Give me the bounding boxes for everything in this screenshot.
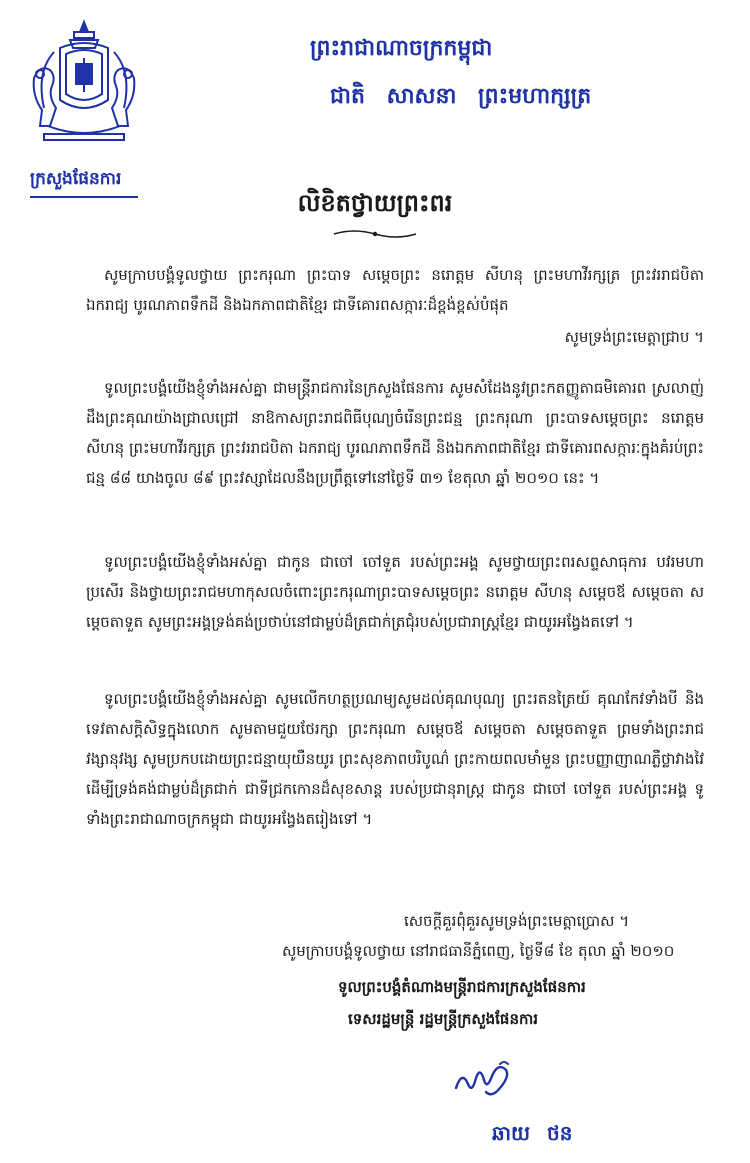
paragraph-salutation-tail: សូមទ្រង់ព្រះមេត្តាជ្រាប ។ (564, 328, 704, 346)
signatory-title: ទេសរដ្ឋមន្ត្រី រដ្ឋមន្ត្រីក្រសួងផែនការ (348, 1010, 539, 1028)
paragraph-salutation: សូមក្រាបបង្គំទូលថ្វាយ ព្រះករុណា ព្រះបាទ សម្តេចព្រះ នរោត្តម សីហនុ ព្រះមហាវីរក្សត្រ ព្រះវររាជបិតា ឯករាជ្យ បូរណភាពទឹកដី និងឯកភាពជាតិខ្មែរ ជាទីគោរពសក្ការៈដ៏ខ្ពង់ខ្ពស់បំផុត (86, 266, 704, 314)
handwritten-signature (452, 1058, 522, 1104)
closing-place-date: សូមក្រាបបង្គំទូលថ្វាយ នៅរាជធានីភ្នំពេញ, ថ្ងៃទី៨ ខែ តុលា ឆ្នាំ ២០១០ (282, 942, 675, 960)
paragraph-birthday-occasion: ទូលព្រះបង្គំយើងខ្ញុំទាំងអស់គ្នា ជាមន្ត្រីរាជការនៃក្រសួងផែនការ សូមសំដែងនូវព្រះកតញ្ញូតាធមិគោរព ស្រលាញ់ដឹងព្រះគុណយ៉ាងជ្រាលជ្រៅ នាឱកាសព្រះរាជពិធីបុណ្យចំរើនព្រះជន្ម ព្រះករុណា ព្រះបាទសម្តេចព្រះ នរោត្តម សីហនុ ព្រះមហាវីរក្សត្រ ព្រះវររាជបិតា ឯករាជ្យ បូរណភាពទឹកដី និងឯកភាពជាតិខ្មែរ ជាទីគោរពសក្ការៈក្នុងគំរប់ព្រះជន្ម ៨៨ យាងចូល ៨៩ ព្រះវស្សាដែលនឹងប្រព្រឹត្តទៅនៅថ្ងៃទី ៣១ ខែតុលា ឆ្នាំ ២០១០ នេះ ។ (86, 379, 704, 487)
document-title: លិខិតថ្វាយព្រះពរ (297, 189, 453, 217)
paragraph-prayer: ទូលព្រះបង្គំយើងខ្ញុំទាំងអស់គ្នា សូមលើកហត្ថប្រណម្យសូមដល់គុណបុណ្យ ព្រះរតនត្រៃយ៍ គុណកែវទាំងបី និង ទេវតាសក្តិសិទ្ធក្នុងលោក សូមតាមជួយថែរក្សា ព្រះករុណា សម្តេចឪ សម្តេចតា សម្តេចតាទួត ព្រមទាំងព្រះរាជវង្សានុវង្ស សូមប្រកបដោយព្រះជន្មាយុយឺនយូរ ព្រះសុខភាពបរិបូណ៌ ព្រះកាយពលមាំមួន ព្រះបញ្ញាញាណភ្លឺថ្លាវាងវៃដើម្បីទ្រង់គង់ជាម្លប់ដ៏ត្រជាក់ ជាទីជ្រកកោនដ៏សុខសាន្ត របស់ប្រជានុរាស្ត្រ ជាកូន ជាចៅ ចៅទួត របស់ព្រះអង្គ ទូទាំងព្រះរាជាណាចក្រកម្ពុជា ជាយូរអង្វែងតរៀងទៅ ។ (86, 690, 704, 828)
closing-courtesy: សេចក្តីគួរពុំគួរសូមទ្រង់ព្រះមេត្តាប្រោស ។ (404, 912, 630, 930)
national-motto: ជាតិ សាសនា ព្រះមហាក្សត្រ (330, 84, 592, 109)
royal-emblem-icon (24, 18, 144, 146)
title-ornament-icon (332, 228, 418, 240)
signatory-name: ឆាយ ថន (492, 1121, 573, 1145)
ministry-name: ក្រសួងផែនការ (30, 169, 122, 189)
signatory-representative: ទូលព្រះបង្គំតំណាងមន្ត្រីរាជការក្រសួងផែនការ (338, 978, 586, 996)
kingdom-heading: ព្រះរាជាណាចក្រកម្ពុជា (310, 36, 493, 61)
paragraph-blessing: ទូលព្រះបង្គំយើងខ្ញុំទាំងអស់គ្នា ជាកូន ជាចៅ ចៅទួត របស់ព្រះអង្គ សូមថ្វាយព្រះពរសព្ទសាធុការ បវរមហាប្រសើរ និងថ្វាយព្រះរាជមហាកុសលចំពោះព្រះករុណាព្រះបាទសម្តេចព្រះ នរោត្តម សីហនុ សម្តេចឪ សម្តេចតា សម្តេចតាទួត សូមព្រះអង្គទ្រង់គង់ប្រថាប់នៅជាម្លប់ដ៏ត្រជាក់ត្រជុំរបស់ប្រជារាស្ត្រខ្មែរ ជាយូរអង្វែងតទៅ ។ (86, 553, 704, 631)
